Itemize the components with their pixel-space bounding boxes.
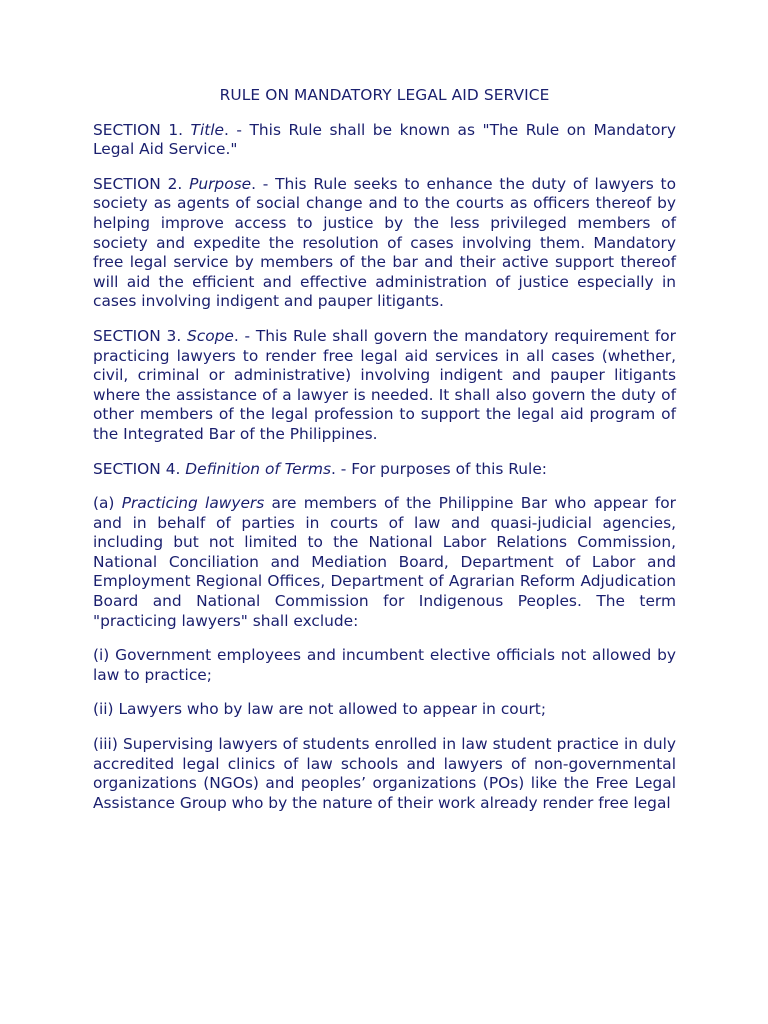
exclusion-i: (i) Government employees and incumbent elective officials not allowed by law to practice; xyxy=(93,646,676,684)
section-3-label: SECTION 3. xyxy=(93,326,187,345)
section-3-text: This Rule shall govern the mandatory requirement for practicing lawyers to render free legal aid services in all cases (whether, civil, criminal or administrative) involving indigent and pauper litigants where the assistance of a lawyer is needed. It shall also govern the duty of other members of the legal profession to support the legal aid program of the Integrated Bar of the Philippines. xyxy=(93,326,677,443)
definition-a-prefix: (a) xyxy=(93,494,122,513)
exclusion-iii: (iii) Supervising lawyers of students enrolled in law student practice in duly accredited legal clinics of law schools and lawyers of non-governmental organizations (NGOs) and peoples’ organizations (POs) like the Free Legal Assistance Group who by the nature of their work already render free legal xyxy=(93,735,676,812)
section-1-text: This Rule shall be known as "The Rule on Mandatory Legal Aid Service." xyxy=(93,120,676,159)
section-2 xyxy=(93,175,676,312)
section-2-text: This Rule seeks to enhance the duty of lawyers to society as agents of social change and to the courts as officers thereof by helping improve access to justice by the less privileged members of society and expedite the resolution of cases involving them. Mandatory free legal service by members of the bar and their active support thereof will aid the efficient and effective administration of justice especially in cases involving indigent and pauper litigants. xyxy=(93,174,676,311)
document-page xyxy=(93,86,676,828)
section-2-label: SECTION 2. xyxy=(93,174,190,193)
section-3-heading: Scope xyxy=(187,326,234,345)
section-4-heading: Definition of Terms xyxy=(185,459,331,478)
section-2-heading: Purpose xyxy=(189,174,252,193)
exclusion-ii: (ii) Lawyers who by law are not allowed to appear in court; xyxy=(93,700,547,719)
section-4-text: For purposes of this Rule: xyxy=(351,459,547,478)
document-title: RULE ON MANDATORY LEGAL AID SERVICE xyxy=(219,86,550,104)
section-2-punct: . - xyxy=(251,174,276,193)
section-4-label: SECTION 4. xyxy=(93,459,186,478)
section-4-punct: . - xyxy=(330,459,352,478)
section-1-label: SECTION 1. xyxy=(93,120,191,139)
definition-a xyxy=(93,494,676,631)
section-3-punct: . - xyxy=(233,326,256,345)
section-1-heading: Title xyxy=(190,120,225,139)
section-1 xyxy=(93,121,676,160)
section-3 xyxy=(93,327,676,445)
definition-a-text: are members of the Philippine Bar who appear for and in behalf of parties in courts of law and quasi-judicial agencies, including but not limited to the National Labor Relations Commission, National Conciliation and Mediation Board, Department of Labor and Employment Regional Offices, Department of Agrarian Reform Adjudication Board and National Commission for Indigenous Peoples. The term "practicing lawyers" shall exclude: xyxy=(93,494,677,630)
section-4 xyxy=(93,460,676,480)
definition-a-term: Practicing lawyers xyxy=(121,494,265,513)
section-1-punct: . - xyxy=(224,120,250,139)
